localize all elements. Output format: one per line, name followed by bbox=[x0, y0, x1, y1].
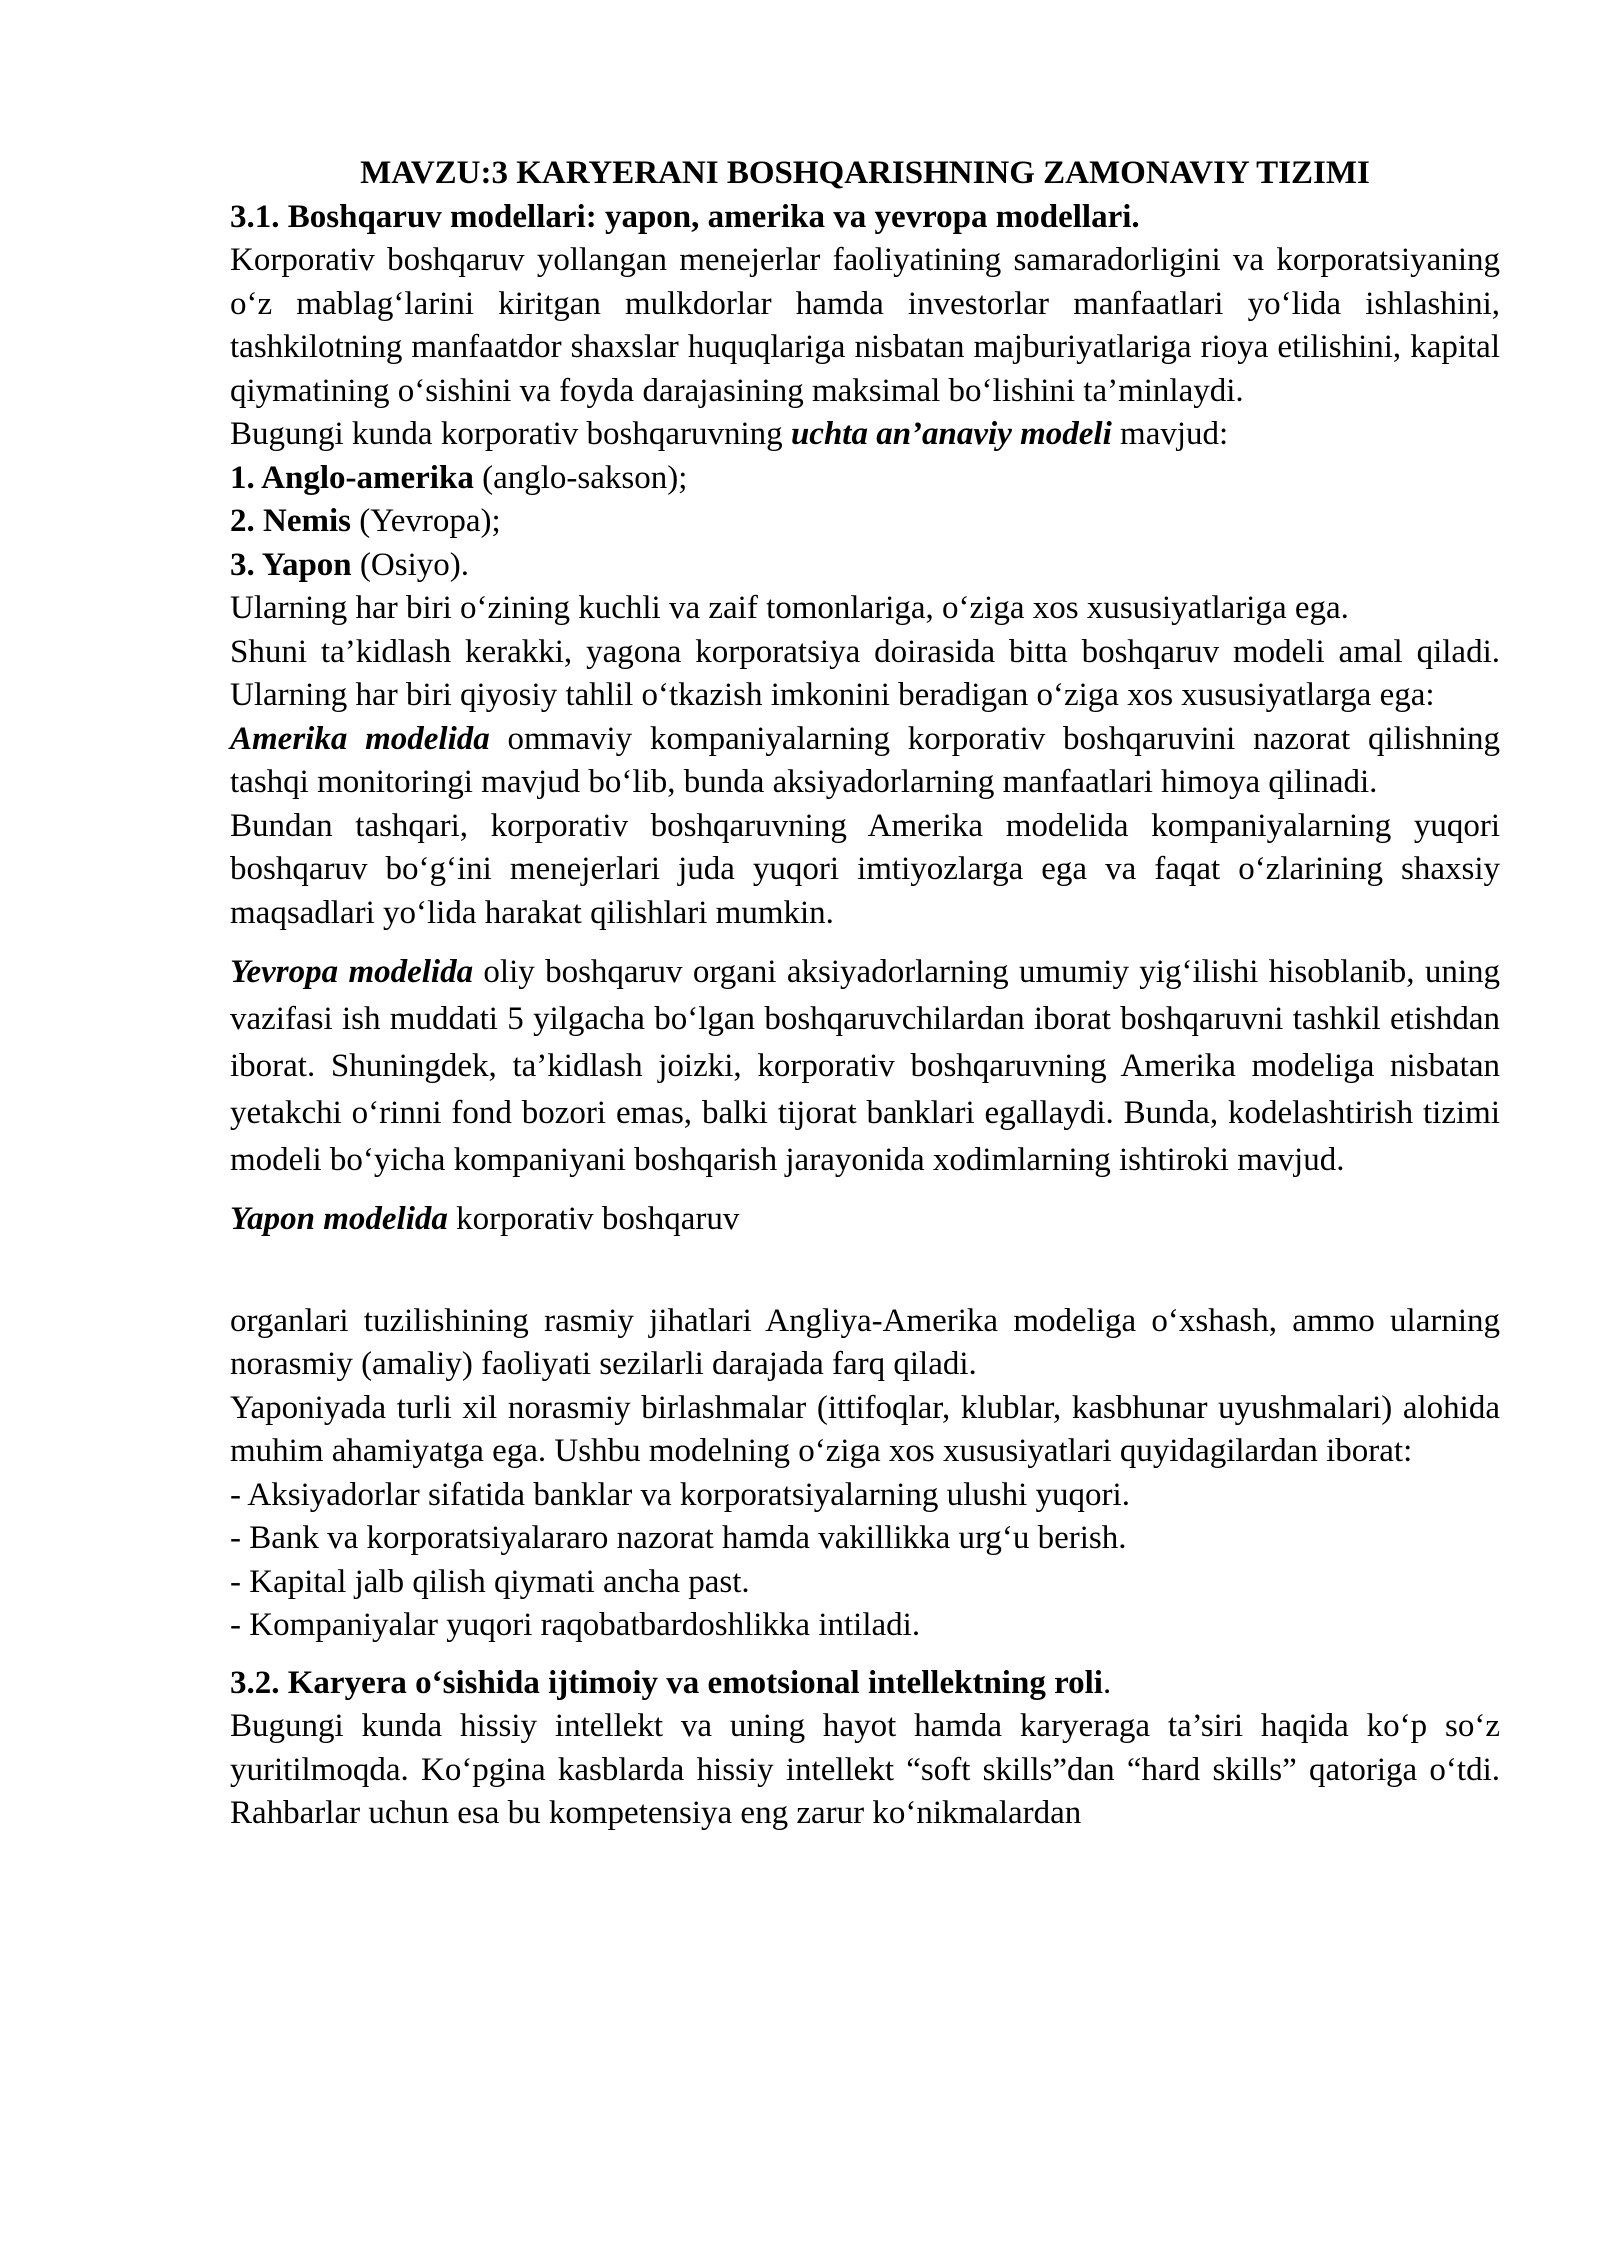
european-model-label: Yevropa modelida bbox=[230, 954, 474, 990]
japanese-model-text: korporativ boshqaruv bbox=[447, 1201, 740, 1237]
model-item-name: 2. Nemis bbox=[230, 503, 351, 539]
paragraph-strengths: Ularning har biri o‘zining kuchli va zaif tomonlariga, o‘ziga xos xususiyatlariga ega. bbox=[230, 590, 1349, 626]
paragraph-japanese-organs: organlari tuzilishining rasmiy jihatlari Angliya-Amerika modeliga o‘xshash, ammo ularning norasmiy (amaliy) faoliyati sezilarli darajada farq qiladi. bbox=[230, 1302, 1500, 1382]
intro-text-end: mavjud: bbox=[1111, 416, 1229, 452]
model-item-rest: (anglo-sakson); bbox=[473, 459, 688, 496]
intro-text: Bugungi kunda korporativ boshqaruvning bbox=[230, 416, 791, 452]
paragraph-american-model bbox=[230, 718, 1500, 805]
section-1-heading: 3.1. Boshqaruv modellari: yapon, amerika va yevropa modellari. bbox=[230, 198, 1140, 235]
paragraph-emotional-intelligence: Bugungi kunda hissiy intellekt va uning hayot hamda karyeraga ta’siri haqida ko‘p so‘z yuritilmoqda. Ko‘pgina kasblarda hissiy intellekt “soft skills”dan “hard skills” qatoriga o‘tdi. Rahbarlar uchun esa bu kompetensiya eng zarur ko‘nikmalardan bbox=[230, 1708, 1500, 1831]
paragraph-japanese-model bbox=[230, 1198, 1500, 1242]
paragraph-japan-associations: Yaponiyada turli xil norasmiy birlashmalar (ittifoqlar, klublar, kasbhunar uyushmalari) alohida muhim ahamiyatga ega. Ushbu modelning o‘ziga xos xususiyatlari quyidagilardan iborat: bbox=[230, 1389, 1500, 1469]
document-page bbox=[230, 152, 1500, 1836]
paragraph-three-models-intro bbox=[230, 413, 1500, 457]
list-item: - Bank va korporatsiyalararo nazorat hamda vakillikka urg‘u berish. bbox=[230, 1520, 1127, 1556]
european-model-text: oliy boshqaruv organi aksiyadorlarning umumiy yig‘ilishi hisoblanib, uning vazifasi ish muddati 5 yilgacha bo‘lgan boshqaruvchilardan iborat boshqaruvni tashkil etishdan iborat. Shuningdek, ta’kidlash joizki, korporativ boshqaruvning Amerika modeliga nisbatan yetakchi o‘rinni fond bozori emas, balki tijorat banklari egallaydi. Bunda, kodelashtirish tizimi modeli bo‘yicha kompaniyani boshqarish jarayonida xodimlarning ishtiroki mavjud. bbox=[230, 954, 1500, 1178]
japanese-model-label: Yapon modelida bbox=[230, 1201, 448, 1237]
list-item: - Aksiyadorlar sifatida banklar va korporatsiyalarning ulushi yuqori. bbox=[230, 1476, 1130, 1513]
section-2-heading bbox=[230, 1662, 1500, 1706]
paragraph-corporate-governance: Korporativ boshqaruv yollangan menejerlar faoliyatining samaradorligini va korporatsiyaning o‘z mablag‘larini kiritgan mulkdorlar hamda investorlar manfaatlari yo‘lida ishlashini, tashkilotning manfaatdor shaxslar huquqlariga nisbatan majburiyatlariga rioya etilishini, kapital qiymatining o‘sishini va foyda darajasining maksimal bo‘lishini ta’minlaydi. bbox=[230, 242, 1500, 409]
intro-emphasis: uchta an’anaviy modeli bbox=[790, 416, 1112, 452]
list-item: - Kompaniyalar yuqori raqobatbardoshlikka intiladi. bbox=[230, 1607, 921, 1643]
model-item-rest: (Yevropa); bbox=[350, 503, 501, 539]
paragraph-european-model bbox=[230, 949, 1500, 1184]
model-item-rest: (Osiyo). bbox=[351, 546, 469, 583]
model-item bbox=[230, 500, 1500, 544]
paragraph-single-model: Shuni ta’kidlash kerakki, yagona korporatsiya doirasida bitta boshqaruv modeli amal qiladi. Ularning har biri qiyosiy tahlil o‘tkazish imkonini beradigan o‘ziga xos xususiyatlarga ega: bbox=[230, 633, 1500, 713]
section-2-heading-text: 3.2. Karyera o‘sishida ijtimoiy va emotsional intellektning roli bbox=[230, 1664, 1103, 1701]
section-2-heading-end: . bbox=[1102, 1664, 1112, 1701]
document-title: MAVZU:3 KARYERANI BOSHQARISHNING ZAMONAVIY TIZIMI bbox=[360, 155, 1370, 191]
american-model-label: Amerika modelida bbox=[230, 720, 490, 757]
model-item bbox=[230, 457, 1500, 501]
paragraph-american-managers: Bundan tashqari, korporativ boshqaruvning Amerika modelida kompaniyalarning yuqori boshqaruv bo‘g‘ini menejerlari juda yuqori imtiyozlarga ega va faqat o‘zlarining shaxsiy maqsadlari yo‘lida harakat qilishlari mumkin. bbox=[230, 807, 1500, 931]
american-model-text: ommaviy kompaniyalarning korporativ boshqaruvini nazorat qilishning tashqi monitoringi mavjud bo‘lib, bunda aksiyadorlarning manfaatlari himoya qilinadi. bbox=[230, 720, 1500, 800]
model-item-name: 3. Yapon bbox=[230, 546, 352, 583]
model-item-name: 1. Anglo-amerika bbox=[230, 459, 474, 496]
model-item bbox=[230, 544, 1500, 588]
list-item: - Kapital jalb qilish qiymati ancha past. bbox=[230, 1563, 750, 1600]
